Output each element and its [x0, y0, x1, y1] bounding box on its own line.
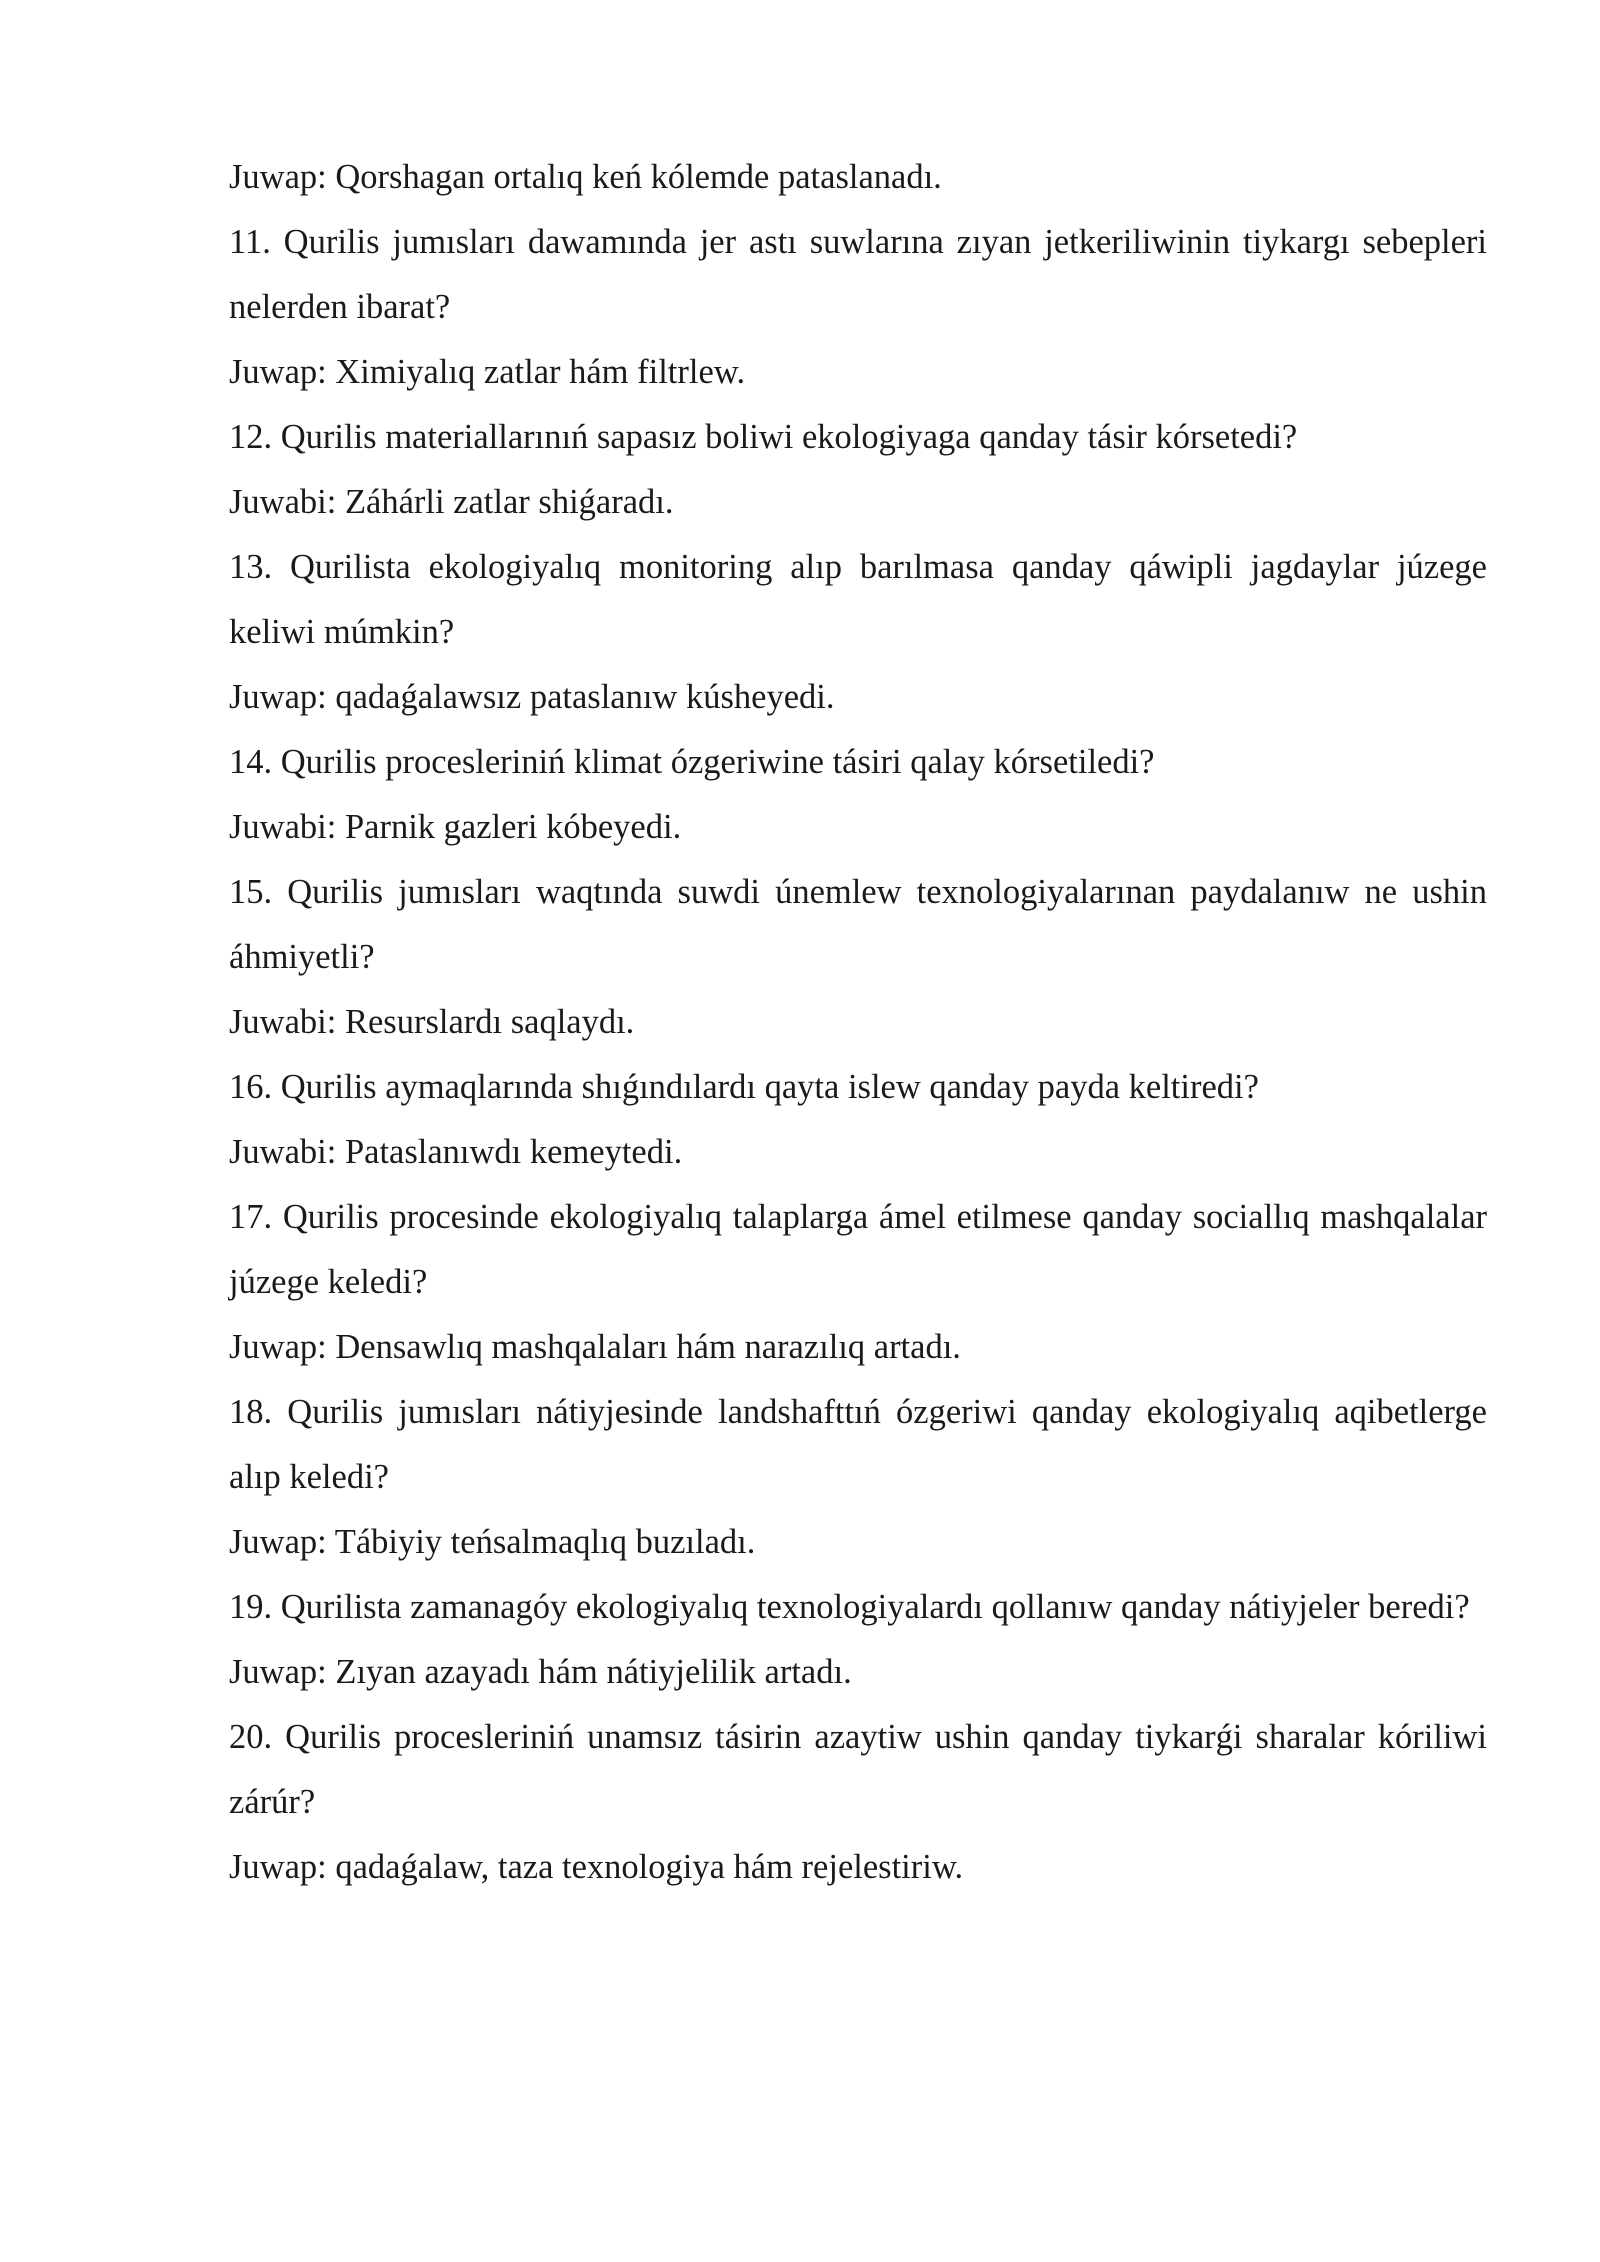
answer-paragraph: Juwap: Densawlıq mashqalaları hám narazılıq artadı.: [229, 1328, 961, 1366]
answer-paragraph: Juwap: Ximiyalıq zatlar hám filtrlew.: [229, 353, 746, 391]
answer-paragraph: Juwabi: Záhárli zatlar shiǵaradı.: [229, 483, 674, 521]
question-paragraph: 20. Qurilis procesleriniń unamsız tásirin azaytiw ushin qanday tiykarǵi sharalar kóriliwi zárúr?: [229, 1718, 1487, 1821]
answer-paragraph: Juwap: qadaǵalaw, taza texnologiya hám rejelestiriw.: [229, 1848, 964, 1886]
answer-paragraph: Juwap: qadaǵalawsız pataslanıw kúsheyedi.: [229, 678, 835, 716]
answer-paragraph: Juwabi: Pataslanıwdı kemeytedi.: [229, 1133, 683, 1171]
answer-paragraph: Juwap: Tábiyiy teńsalmaqlıq buzıladı.: [229, 1523, 756, 1561]
answer-paragraph: Juwabi: Parnik gazleri kóbeyedi.: [229, 808, 682, 846]
question-paragraph: 16. Qurilis aymaqlarında shıǵındılardı qayta islew qanday payda keltiredi?: [229, 1068, 1259, 1106]
question-paragraph: 11. Qurilis jumısları dawamında jer astı suwlarına zıyan jetkeriliwinin tiykargı sebepleri nelerden ibarat?: [229, 223, 1487, 326]
answer-paragraph: Juwap: Qorshagan ortalıq keń kólemde pataslanadı.: [229, 158, 942, 196]
question-paragraph: 15. Qurilis jumısları waqtında suwdi únemlew texnologiyalarınan paydalanıw ne ushin áhmiyetli?: [229, 873, 1487, 976]
document-page: [229, 145, 1487, 1900]
question-paragraph: 13. Qurilista ekologiyalıq monitoring alıp barılmasa qanday qáwipli jagdaylar júzege keliwi múmkin?: [229, 548, 1487, 651]
question-paragraph: 12. Qurilis materiallarınıń sapasız boliwi ekologiyaga qanday tásir kórsetedi?: [229, 418, 1298, 456]
answer-paragraph: Juwabi: Resurslardı saqlaydı.: [229, 1003, 635, 1041]
question-paragraph: 18. Qurilis jumısları nátiyjesinde landshafttıń ózgeriwi qanday ekologiyalıq aqibetlerge alıp keledi?: [229, 1393, 1487, 1496]
question-paragraph: 17. Qurilis procesinde ekologiyalıq talaplarga ámel etilmese qanday sociallıq mashqalalar júzege keledi?: [229, 1198, 1487, 1301]
question-paragraph: 14. Qurilis procesleriniń klimat ózgeriwine tásiri qalay kórsetiledi?: [229, 743, 1155, 781]
question-paragraph: 19. Qurilista zamanagóy ekologiyalıq texnologiyalardı qollanıw qanday nátiyjeler beredi?: [229, 1588, 1470, 1626]
answer-paragraph: Juwap: Zıyan azayadı hám nátiyjelilik artadı.: [229, 1653, 852, 1691]
